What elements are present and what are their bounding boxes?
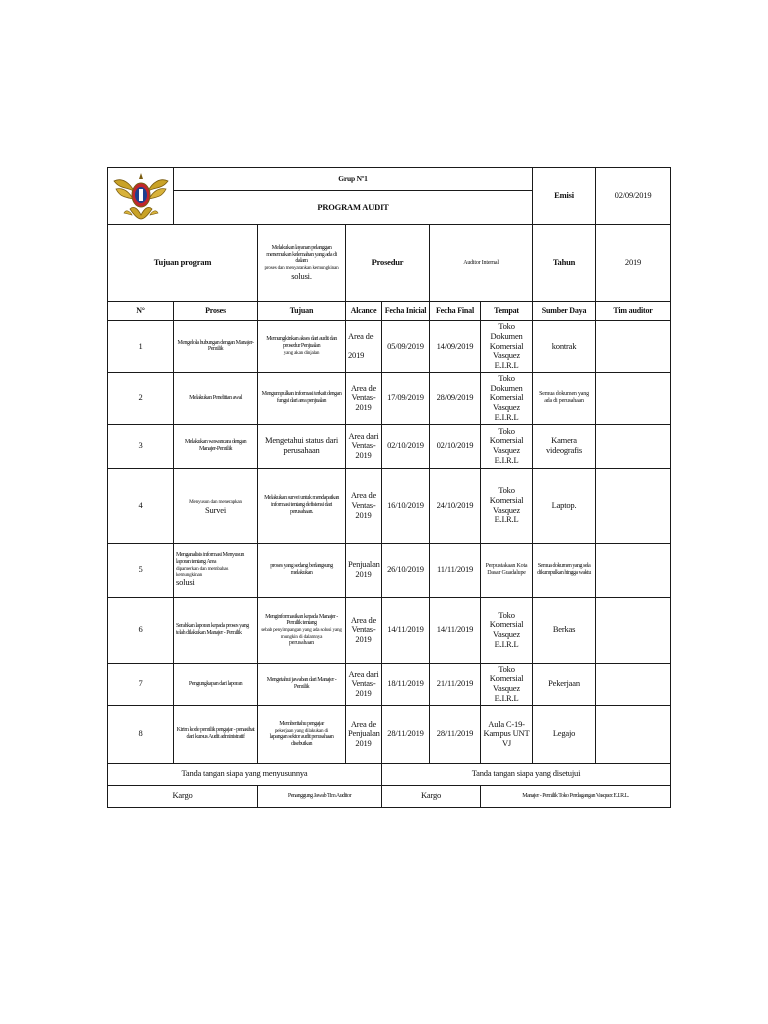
row-end-date: 14/09/2019 bbox=[430, 321, 481, 373]
row-proses: Pengungkapan dari laporan bbox=[174, 663, 258, 705]
row-tujuan: Mengetahui jawaban dari Manajer - Pemilik bbox=[258, 663, 346, 705]
row-alcance: Area de Ventas-2019 bbox=[346, 468, 382, 543]
row-proses: Melakukan Penelitian awal bbox=[174, 372, 258, 424]
row-proses: Kirim kode pemilik pengajar - penasihat dari kursus Audit administratif bbox=[174, 705, 258, 763]
audit-program-table bbox=[107, 167, 671, 808]
tahun-value: 2019 bbox=[596, 225, 671, 302]
row-number: 5 bbox=[108, 543, 174, 597]
row-number: 1 bbox=[108, 321, 174, 373]
row-end-date: 11/11/2019 bbox=[430, 543, 481, 597]
row-start-date: 28/11/2019 bbox=[382, 705, 430, 763]
row-start-date: 14/11/2019 bbox=[382, 597, 430, 663]
responsible-auditor-label: Penanggung Jawab Tim Auditor bbox=[258, 785, 382, 807]
row-tim-auditor bbox=[596, 424, 671, 468]
table-row bbox=[108, 663, 671, 705]
row-number: 3 bbox=[108, 424, 174, 468]
row-alcance: Area de Ventas-2019 bbox=[346, 597, 382, 663]
tujuan-program-text: Melakukan layanan pelanggan menemukan kelemahan yang ada di dalam proses dan menyarankan kemungkinan solusi. bbox=[258, 225, 346, 302]
sign-approved-label: Tanda tangan siapa yang disetujui bbox=[382, 763, 671, 785]
row-tempat: Toko Komersial Vasquez E.I.R.L bbox=[481, 424, 533, 468]
row-number: 4 bbox=[108, 468, 174, 543]
row-number: 7 bbox=[108, 663, 174, 705]
row-tempat: Toko Komersial Vasquez E.I.R.L bbox=[481, 597, 533, 663]
audit-document bbox=[107, 167, 670, 808]
row-number: 8 bbox=[108, 705, 174, 763]
tahun-label: Tahun bbox=[533, 225, 596, 302]
program-title: PROGRAM AUDIT bbox=[174, 191, 533, 225]
row-alcance: Penjualan 2019 bbox=[346, 543, 382, 597]
row-alcance: Area de Penjualan 2019 bbox=[346, 705, 382, 763]
row-alcance: Area de Ventas-2019 bbox=[346, 372, 382, 424]
table-row bbox=[108, 705, 671, 763]
row-sumber: Legajo bbox=[533, 705, 596, 763]
row-start-date: 02/10/2019 bbox=[382, 424, 430, 468]
row-tempat: Toko Komersial Vasquez E.I.R.L bbox=[481, 663, 533, 705]
col-fecha-inicial: Fecha Inicial bbox=[382, 302, 430, 321]
row-tempat: Toko Dokumen Komersial Vasquez E.I.R.L bbox=[481, 321, 533, 373]
col-fecha-final: Fecha Final bbox=[430, 302, 481, 321]
row-proses: Melakukan wawancara dengan Manajer-Pemilik bbox=[174, 424, 258, 468]
emisi-value: 02/09/2019 bbox=[596, 168, 671, 225]
row-tujuan: Memberitahu pengajar pekerjaan yang dilakukan di lapangan sektor audit perusahaan disebutkan bbox=[258, 705, 346, 763]
row-tim-auditor bbox=[596, 372, 671, 424]
row-tim-auditor bbox=[596, 543, 671, 597]
row-alcance: Area de 2019 bbox=[346, 321, 382, 373]
row-tempat: Toko Dokumen Komersial Vasquez E.I.R.L bbox=[481, 372, 533, 424]
row-end-date: 02/10/2019 bbox=[430, 424, 481, 468]
logo-cell bbox=[108, 168, 174, 225]
row-end-date: 14/11/2019 bbox=[430, 597, 481, 663]
row-sumber: Laptop. bbox=[533, 468, 596, 543]
row-tujuan: Menginformasikan kepada Manajer - Pemilik tentang sebab penyimpangan yang ada solusi yang mungkin di dalamnya perusahaan bbox=[258, 597, 346, 663]
prosedur-label: Prosedur bbox=[346, 225, 430, 302]
row-number: 6 bbox=[108, 597, 174, 663]
university-logo bbox=[112, 169, 170, 221]
row-tujuan: Mengumpulkan informasi terkait dengan fungsi dari area penjualan bbox=[258, 372, 346, 424]
row-start-date: 26/10/2019 bbox=[382, 543, 430, 597]
auditor-internal-label: Auditor Internal bbox=[430, 225, 533, 302]
row-sumber: kontrak bbox=[533, 321, 596, 373]
table-row bbox=[108, 372, 671, 424]
row-tempat: Perpustakaan Kota Dasar Guadalupe bbox=[481, 543, 533, 597]
row-tim-auditor bbox=[596, 597, 671, 663]
row-tujuan: Mengetahui status dari perusahaan bbox=[258, 424, 346, 468]
row-sumber: Kamera videografis bbox=[533, 424, 596, 468]
emisi-label: Emisi bbox=[533, 168, 596, 225]
sign-prepared-label: Tanda tangan siapa yang menyusunnya bbox=[108, 763, 382, 785]
role-row bbox=[108, 785, 671, 807]
row-tujuan: proses yang sedang berlangsung melakukan bbox=[258, 543, 346, 597]
col-sumber-daya: Sumber Daya bbox=[533, 302, 596, 321]
row-tempat: Aula C-19-Kampus UNT VJ bbox=[481, 705, 533, 763]
row-sumber: Berkas bbox=[533, 597, 596, 663]
row-number: 2 bbox=[108, 372, 174, 424]
group-title: Grup Nº1 bbox=[174, 168, 533, 191]
row-sumber: Semua dokumen yang ada di perusahaan bbox=[533, 372, 596, 424]
kargo-left: Kargo bbox=[108, 785, 258, 807]
table-row bbox=[108, 321, 671, 373]
row-tempat: Toko Komersial Vasquez E.I.R.L bbox=[481, 468, 533, 543]
col-alcance: Alcance bbox=[346, 302, 382, 321]
row-start-date: 05/09/2019 bbox=[382, 321, 430, 373]
col-tempat: Tempat bbox=[481, 302, 533, 321]
table-row bbox=[108, 597, 671, 663]
table-row bbox=[108, 468, 671, 543]
row-end-date: 24/10/2019 bbox=[430, 468, 481, 543]
table-row bbox=[108, 424, 671, 468]
row-sumber: Pekerjaan bbox=[533, 663, 596, 705]
owner-label: Manajer - Pemilik Toko Perdagangan Vasquez E.I.R.L. bbox=[481, 785, 671, 807]
kargo-right: Kargo bbox=[382, 785, 481, 807]
col-no: N° bbox=[108, 302, 174, 321]
row-tim-auditor bbox=[596, 321, 671, 373]
row-alcance: Area dari Ventas-2019 bbox=[346, 424, 382, 468]
row-tujuan: Melakukan survei untuk mendapatkan informasi tentang defisiensi dari perusahaan. bbox=[258, 468, 346, 543]
row-proses: Menyusun dan menerapkan Survei bbox=[174, 468, 258, 543]
row-start-date: 17/09/2019 bbox=[382, 372, 430, 424]
row-end-date: 21/11/2019 bbox=[430, 663, 481, 705]
row-sumber: Semua dokumen yang sela dikumpulkan hingga waktu bbox=[533, 543, 596, 597]
row-tim-auditor bbox=[596, 468, 671, 543]
row-start-date: 18/11/2019 bbox=[382, 663, 430, 705]
row-tim-auditor bbox=[596, 663, 671, 705]
row-end-date: 28/11/2019 bbox=[430, 705, 481, 763]
col-tujuan: Tujuan bbox=[258, 302, 346, 321]
signature-row bbox=[108, 763, 671, 785]
tujuan-program-label: Tujuan program bbox=[108, 225, 258, 302]
row-proses: Serahkan laporan kepada proses yang telah dilakukan Manajer - Pemilik bbox=[174, 597, 258, 663]
row-end-date: 28/09/2019 bbox=[430, 372, 481, 424]
row-alcance: Area dari Ventas-2019 bbox=[346, 663, 382, 705]
row-proses: Mengelola hubungan dengan Manajer-Pemilik bbox=[174, 321, 258, 373]
column-header-row bbox=[108, 302, 671, 321]
row-tujuan: Memungkinkan akses dari audit dan prosedur Penjualan yang akan dinjalan bbox=[258, 321, 346, 373]
col-proses: Proses bbox=[174, 302, 258, 321]
row-tim-auditor bbox=[596, 705, 671, 763]
col-tim-auditor: Tim auditor bbox=[596, 302, 671, 321]
row-start-date: 16/10/2019 bbox=[382, 468, 430, 543]
row-proses: Menganalisis informasi Menyusun laporan tentang Area dipamerkan dan membahas kemungkinan solusi bbox=[174, 543, 258, 597]
table-row bbox=[108, 543, 671, 597]
